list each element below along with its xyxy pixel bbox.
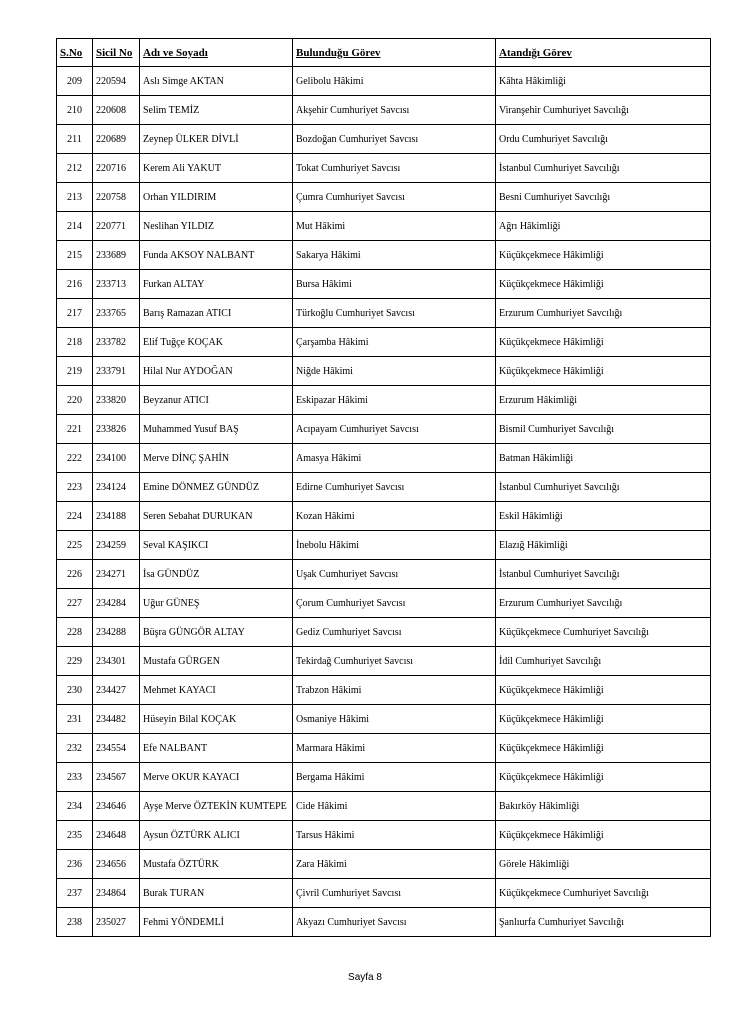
row-sno: 219 (57, 357, 93, 386)
row-sno: 209 (57, 67, 93, 96)
row-name: Neslihan YILDIZ (140, 212, 293, 241)
row-name: Uğur GÜNEŞ (140, 589, 293, 618)
row-current-post: Niğde Hâkimi (293, 357, 496, 386)
row-sno: 213 (57, 183, 93, 212)
row-current-post: Eskipazar Hâkimi (293, 386, 496, 415)
row-assigned-post: Şanlıurfa Cumhuriyet Savcılığı (496, 908, 711, 937)
header-name: Adı ve Soyadı (140, 39, 293, 67)
table-row (57, 473, 711, 502)
row-current-post: Cide Hâkimi (293, 792, 496, 821)
row-name: Beyzanur ATICI (140, 386, 293, 415)
row-current-post: Bursa Hâkimi (293, 270, 496, 299)
row-sicil-no: 234656 (93, 850, 140, 879)
row-sicil-no: 233826 (93, 415, 140, 444)
row-sicil-no: 234648 (93, 821, 140, 850)
row-sicil-no: 234100 (93, 444, 140, 473)
row-name: Burak TURAN (140, 879, 293, 908)
row-current-post: Sakarya Hâkimi (293, 241, 496, 270)
row-sno: 217 (57, 299, 93, 328)
row-sicil-no: 233782 (93, 328, 140, 357)
table-row (57, 618, 711, 647)
row-assigned-post: Küçükçekmece Cumhuriyet Savcılığı (496, 618, 711, 647)
table-row (57, 415, 711, 444)
row-assigned-post: Küçükçekmece Hâkimliği (496, 357, 711, 386)
row-name: Aslı Simge AKTAN (140, 67, 293, 96)
row-sno: 232 (57, 734, 93, 763)
row-sicil-no: 220716 (93, 154, 140, 183)
table-row (57, 270, 711, 299)
row-sicil-no: 234301 (93, 647, 140, 676)
row-current-post: Türkoğlu Cumhuriyet Savcısı (293, 299, 496, 328)
row-assigned-post: Bismil Cumhuriyet Savcılığı (496, 415, 711, 444)
row-sno: 216 (57, 270, 93, 299)
table-row (57, 502, 711, 531)
row-sno: 228 (57, 618, 93, 647)
table-row (57, 705, 711, 734)
row-current-post: Çivril Cumhuriyet Savcısı (293, 879, 496, 908)
row-name: Mustafa GÜRGEN (140, 647, 293, 676)
row-sno: 225 (57, 531, 93, 560)
row-sicil-no: 233765 (93, 299, 140, 328)
assignment-table (56, 38, 711, 937)
row-assigned-post: Viranşehir Cumhuriyet Savcılığı (496, 96, 711, 125)
row-sicil-no: 233791 (93, 357, 140, 386)
row-name: Seval KAŞIKCI (140, 531, 293, 560)
row-name: Hüseyin Bilal KOÇAK (140, 705, 293, 734)
row-sno: 215 (57, 241, 93, 270)
row-name: Aysun ÖZTÜRK ALICI (140, 821, 293, 850)
row-sicil-no: 234288 (93, 618, 140, 647)
row-assigned-post: Küçükçekmece Hâkimliği (496, 328, 711, 357)
row-name: Furkan ALTAY (140, 270, 293, 299)
row-sno: 214 (57, 212, 93, 241)
row-current-post: Tokat Cumhuriyet Savcısı (293, 154, 496, 183)
row-current-post: Acıpayam Cumhuriyet Savcısı (293, 415, 496, 444)
row-sno: 234 (57, 792, 93, 821)
row-name: Emine DÖNMEZ GÜNDÜZ (140, 473, 293, 502)
row-sno: 223 (57, 473, 93, 502)
row-current-post: Trabzon Hâkimi (293, 676, 496, 705)
row-sicil-no: 220758 (93, 183, 140, 212)
row-current-post: Çumra Cumhuriyet Savcısı (293, 183, 496, 212)
row-assigned-post: Erzurum Cumhuriyet Savcılığı (496, 299, 711, 328)
row-assigned-post: Erzurum Hâkimliği (496, 386, 711, 415)
row-sicil-no: 234864 (93, 879, 140, 908)
row-sicil-no: 233820 (93, 386, 140, 415)
row-name: Funda AKSOY NALBANT (140, 241, 293, 270)
table-row (57, 67, 711, 96)
row-assigned-post: Bakırköy Hâkimliği (496, 792, 711, 821)
row-sicil-no: 220689 (93, 125, 140, 154)
row-sicil-no: 234482 (93, 705, 140, 734)
row-current-post: Akyazı Cumhuriyet Savcısı (293, 908, 496, 937)
row-current-post: Marmara Hâkimi (293, 734, 496, 763)
row-assigned-post: Küçükçekmece Hâkimliği (496, 734, 711, 763)
row-sicil-no: 234554 (93, 734, 140, 763)
row-name: Fehmi YÖNDEMLİ (140, 908, 293, 937)
row-sno: 221 (57, 415, 93, 444)
row-current-post: Akşehir Cumhuriyet Savcısı (293, 96, 496, 125)
row-sicil-no: 235027 (93, 908, 140, 937)
row-assigned-post: Küçükçekmece Hâkimliği (496, 241, 711, 270)
row-assigned-post: İstanbul Cumhuriyet Savcılığı (496, 154, 711, 183)
row-assigned-post: Kâhta Hâkimliği (496, 67, 711, 96)
row-assigned-post: Erzurum Cumhuriyet Savcılığı (496, 589, 711, 618)
row-name: Merve OKUR KAYACI (140, 763, 293, 792)
row-current-post: Çarşamba Hâkimi (293, 328, 496, 357)
row-sicil-no: 220608 (93, 96, 140, 125)
table-row (57, 125, 711, 154)
table-row (57, 821, 711, 850)
row-sicil-no: 234284 (93, 589, 140, 618)
row-assigned-post: Küçükçekmece Hâkimliği (496, 270, 711, 299)
page-number: Sayfa 8 (348, 972, 382, 983)
row-sno: 227 (57, 589, 93, 618)
row-sno: 226 (57, 560, 93, 589)
row-sicil-no: 234567 (93, 763, 140, 792)
row-assigned-post: İstanbul Cumhuriyet Savcılığı (496, 560, 711, 589)
row-sno: 212 (57, 154, 93, 183)
row-assigned-post: Eskil Hâkimliği (496, 502, 711, 531)
row-sno: 236 (57, 850, 93, 879)
row-assigned-post: Küçükçekmece Hâkimliği (496, 676, 711, 705)
row-name: Orhan YILDIRIM (140, 183, 293, 212)
header-current-post: Bulunduğu Görev (293, 39, 496, 67)
table-row (57, 879, 711, 908)
row-sno: 233 (57, 763, 93, 792)
row-assigned-post: Küçükçekmece Cumhuriyet Savcılığı (496, 879, 711, 908)
row-name: Elif Tuğçe KOÇAK (140, 328, 293, 357)
row-sno: 220 (57, 386, 93, 415)
row-sicil-no: 234427 (93, 676, 140, 705)
table-header-row (57, 39, 711, 67)
row-assigned-post: İstanbul Cumhuriyet Savcılığı (496, 473, 711, 502)
row-sno: 218 (57, 328, 93, 357)
table-row (57, 386, 711, 415)
table-row (57, 763, 711, 792)
row-name: Mehmet KAYACI (140, 676, 293, 705)
row-assigned-post: Besni Cumhuriyet Savcılığı (496, 183, 711, 212)
row-current-post: Mut Hâkimi (293, 212, 496, 241)
table-row (57, 444, 711, 473)
table-row (57, 792, 711, 821)
row-current-post: Amasya Hâkimi (293, 444, 496, 473)
table-row (57, 328, 711, 357)
row-current-post: Kozan Hâkimi (293, 502, 496, 531)
row-sicil-no: 233689 (93, 241, 140, 270)
table-body (57, 67, 711, 937)
row-current-post: Çorum Cumhuriyet Savcısı (293, 589, 496, 618)
table-row (57, 299, 711, 328)
row-assigned-post: Küçükçekmece Hâkimliği (496, 705, 711, 734)
row-sno: 231 (57, 705, 93, 734)
row-name: Seren Sebahat DURUKAN (140, 502, 293, 531)
row-name: Mustafa ÖZTÜRK (140, 850, 293, 879)
row-sicil-no: 234259 (93, 531, 140, 560)
table-row (57, 212, 711, 241)
table-row (57, 241, 711, 270)
row-name: Kerem Ali YAKUT (140, 154, 293, 183)
row-current-post: Tekirdağ Cumhuriyet Savcısı (293, 647, 496, 676)
table-row (57, 850, 711, 879)
table-row (57, 676, 711, 705)
row-sno: 224 (57, 502, 93, 531)
table-row (57, 908, 711, 937)
table-row (57, 647, 711, 676)
row-sno: 211 (57, 125, 93, 154)
row-name: Muhammed Yusuf BAŞ (140, 415, 293, 444)
row-sno: 237 (57, 879, 93, 908)
table-row (57, 734, 711, 763)
table-row (57, 560, 711, 589)
row-name: Hilal Nur AYDOĞAN (140, 357, 293, 386)
table-row (57, 96, 711, 125)
row-sicil-no: 220771 (93, 212, 140, 241)
row-assigned-post: Batman Hâkimliği (496, 444, 711, 473)
table-row (57, 183, 711, 212)
row-current-post: Bozdoğan Cumhuriyet Savcısı (293, 125, 496, 154)
row-name: Merve DİNÇ ŞAHİN (140, 444, 293, 473)
row-sno: 229 (57, 647, 93, 676)
row-current-post: Uşak Cumhuriyet Savcısı (293, 560, 496, 589)
row-sno: 210 (57, 96, 93, 125)
row-current-post: Bergama Hâkimi (293, 763, 496, 792)
row-name: Efe NALBANT (140, 734, 293, 763)
row-assigned-post: Elazığ Hâkimliği (496, 531, 711, 560)
row-current-post: Zara Hâkimi (293, 850, 496, 879)
row-name: İsa GÜNDÜZ (140, 560, 293, 589)
row-name: Ayşe Merve ÖZTEKİN KUMTEPE (140, 792, 293, 821)
row-assigned-post: Küçükçekmece Hâkimliği (496, 821, 711, 850)
row-sno: 238 (57, 908, 93, 937)
row-current-post: Tarsus Hâkimi (293, 821, 496, 850)
row-sicil-no: 234646 (93, 792, 140, 821)
row-name: Barış Ramazan ATICI (140, 299, 293, 328)
row-sicil-no: 234124 (93, 473, 140, 502)
row-sicil-no: 234188 (93, 502, 140, 531)
row-sno: 222 (57, 444, 93, 473)
header-assigned-post: Atandığı Görev (496, 39, 711, 67)
row-sicil-no: 233713 (93, 270, 140, 299)
row-name: Zeynep ÜLKER DİVLİ (140, 125, 293, 154)
row-assigned-post: Görele Hâkimliği (496, 850, 711, 879)
row-assigned-post: Ağrı Hâkimliği (496, 212, 711, 241)
row-name: Büşra GÜNGÖR ALTAY (140, 618, 293, 647)
header-sno: S.No (57, 39, 93, 67)
row-current-post: Edirne Cumhuriyet Savcısı (293, 473, 496, 502)
header-sicil-no: Sicil No (93, 39, 140, 67)
row-name: Selim TEMİZ (140, 96, 293, 125)
row-current-post: İnebolu Hâkimi (293, 531, 496, 560)
row-current-post: Gelibolu Hâkimi (293, 67, 496, 96)
row-sicil-no: 220594 (93, 67, 140, 96)
row-assigned-post: Ordu Cumhuriyet Savcılığı (496, 125, 711, 154)
table-row (57, 357, 711, 386)
table-row (57, 589, 711, 618)
row-sno: 235 (57, 821, 93, 850)
row-current-post: Gediz Cumhuriyet Savcısı (293, 618, 496, 647)
row-assigned-post: İdil Cumhuriyet Savcılığı (496, 647, 711, 676)
row-assigned-post: Küçükçekmece Hâkimliği (496, 763, 711, 792)
row-sicil-no: 234271 (93, 560, 140, 589)
table-row (57, 531, 711, 560)
table-row (57, 154, 711, 183)
row-sno: 230 (57, 676, 93, 705)
row-current-post: Osmaniye Hâkimi (293, 705, 496, 734)
